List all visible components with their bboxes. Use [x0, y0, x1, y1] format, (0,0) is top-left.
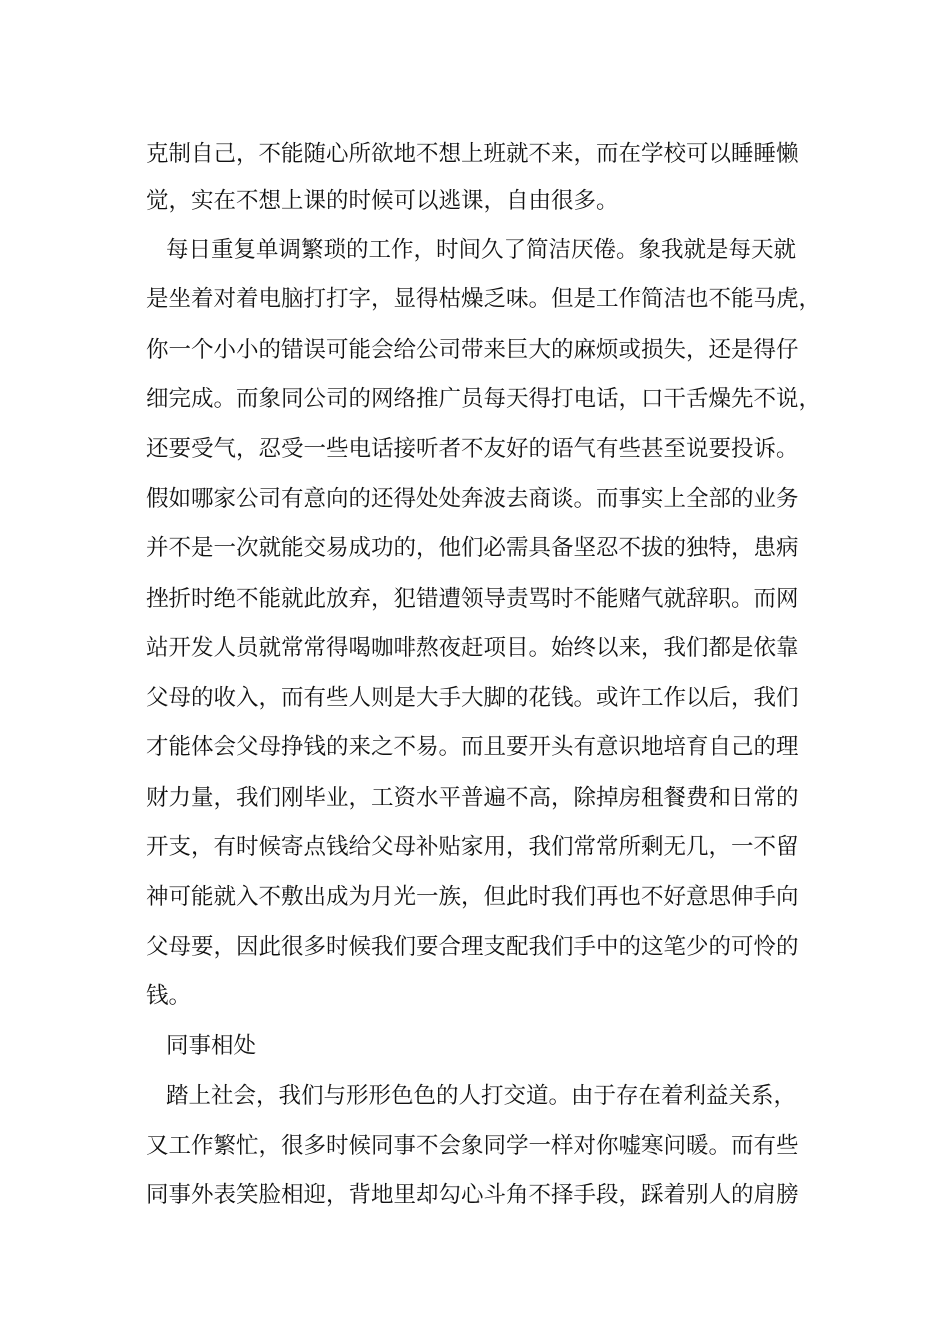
text-line: 克制自己，不能随心所欲地不想上班就不来，而在学校可以睡睡懒 — [146, 141, 799, 167]
text-line: 才能体会父母挣钱的来之不易。而且要开头有意识地培育自己的理 — [146, 734, 799, 760]
text-line: 假如哪家公司有意向的还得处处奔波去商谈。而事实上全部的业务 — [146, 486, 799, 512]
text-line: 开支，有时候寄点钱给父母补贴家用，我们常常所剩无几，一不留 — [146, 834, 799, 860]
text-line: 站开发人员就常常得喝咖啡熬夜赶项目。始终以来，我们都是依靠 — [146, 635, 799, 661]
text-line: 财力量，我们刚毕业，工资水平普遍不高，除掉房租餐费和日常的 — [146, 785, 799, 811]
text-line: 你一个小小的错误可能会给公司带来巨大的麻烦或损失，还是得仔 — [146, 337, 799, 363]
text-line: 细完成。而象同公司的网络推广员每天得打电话，口干舌燥先不说， — [146, 386, 822, 412]
text-line: 并不是一次就能交易成功的，他们必需具备坚忍不拔的独特，患病 — [146, 535, 799, 561]
text-line: 又工作繁忙，很多时候同事不会象同学一样对你嘘寒问暖。而有些 — [146, 1133, 799, 1159]
text-line: 还要受气，忍受一些电话接听者不友好的语气有些甚至说要投诉。 — [146, 436, 799, 462]
text-line: 同事外表笑脸相迎，背地里却勾心斗角不择手段，踩着别人的肩膀 — [146, 1182, 799, 1208]
text-line: 踏上社会，我们与形形色色的人打交道。由于存在着利益关系， — [166, 1083, 797, 1109]
text-line: 神可能就入不敷出成为月光一族，但此时我们再也不好意思伸手向 — [146, 884, 799, 910]
text-line: 每日重复单调繁琐的工作，时间久了简洁厌倦。象我就是每天就 — [166, 237, 797, 263]
section-heading: 同事相处 — [166, 1033, 257, 1059]
text-line: 父母的收入，而有些人则是大手大脚的花钱。或许工作以后，我们 — [146, 685, 799, 711]
text-line: 觉，实在不想上课的时候可以逃课，自由很多。 — [146, 188, 619, 214]
text-line: 是坐着对着电脑打打字，显得枯燥乏味。但是工作简洁也不能马虎， — [146, 286, 822, 312]
text-line: 挫折时绝不能就此放弃，犯错遭领导责骂时不能赌气就辞职。而网 — [146, 586, 799, 612]
text-line: 钱。 — [146, 983, 192, 1009]
text-line: 父母要，因此很多时候我们要合理支配我们手中的这笔少的可怜的 — [146, 934, 799, 960]
